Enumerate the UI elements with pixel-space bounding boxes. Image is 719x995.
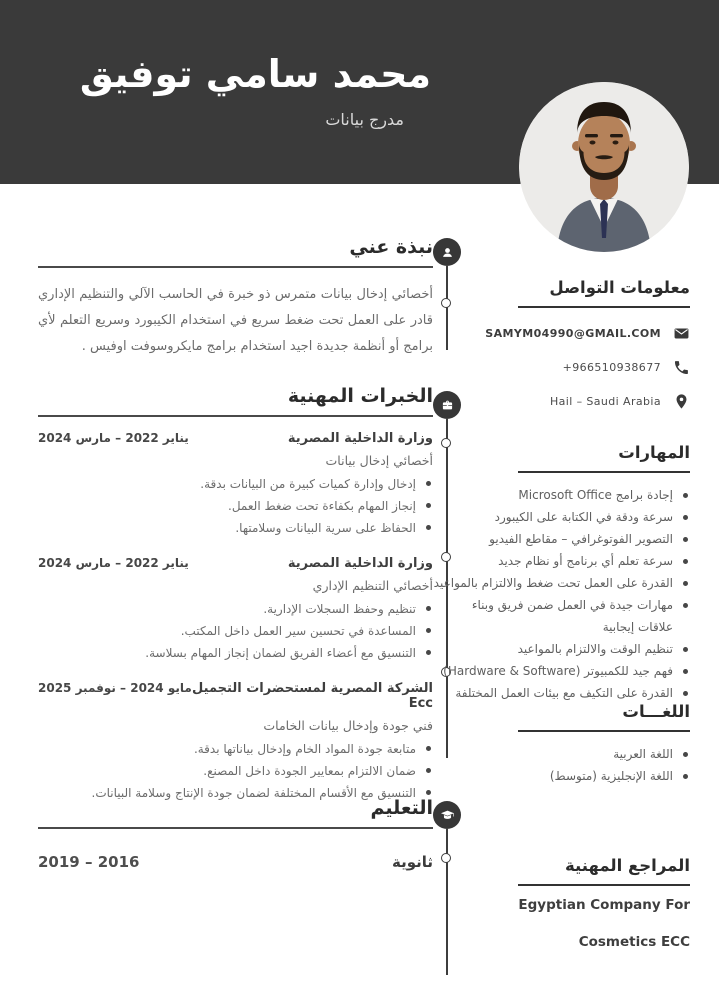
location-icon: [673, 393, 690, 410]
section-title-skills: المهارات: [618, 443, 690, 462]
job-bullet: الحفاظ على سرية البيانات وسلامتها.: [38, 517, 433, 539]
timeline-line-about: [446, 266, 448, 350]
job-bullet: التنسيق مع الأقسام المختلفة لضمان جودة الإنتاج وسلامة البيانات.: [38, 782, 433, 804]
job-company: الشركة المصرية لمستحضرات التجميل Ecc: [192, 680, 433, 711]
skill-item: القدرة على العمل تحت ضغط والالتزام بالمواعيد: [450, 572, 690, 594]
job-bullet: إدخال وإدارة كميات كبيرة من البيانات بدقة.: [38, 473, 433, 495]
section-title-references: المراجع المهنية: [564, 856, 690, 875]
job-role: فني جودة وإدخال بيانات الخامات: [263, 717, 433, 733]
section-title-education: التعليم: [370, 797, 433, 819]
section-languages: [450, 702, 690, 787]
section-title-about: نبذة عني: [349, 236, 433, 258]
language-item: اللغة العربية: [450, 743, 690, 765]
section-divider: [518, 306, 690, 308]
job-bullet: المساعدة في تحسين سير العمل داخل المكتب.: [38, 620, 433, 642]
reference-company-line2: Cosmetics ECC: [578, 934, 690, 950]
contact-phone: +966510938677: [562, 361, 661, 374]
job-entry: [38, 431, 433, 539]
section-divider: [38, 266, 433, 268]
section-skills: [433, 443, 690, 704]
skill-item: سرعة تعلم أي برنامج أو نظام جديد: [450, 550, 690, 572]
languages-list: [450, 743, 690, 787]
skill-item: فهم جيد للكمبيوتر (Hardware & Software): [450, 660, 690, 682]
job-date: يناير 2022 – مارس 2024: [38, 430, 189, 445]
skill-item: التصوير الفوتوغرافي – مقاطع الفيديو: [450, 528, 690, 550]
section-title-contact: معلومات التواصل: [549, 278, 690, 297]
section-title-experience: الخبرات المهنية: [287, 385, 433, 407]
job-company: وزارة الداخلية المصرية: [287, 555, 433, 571]
section-divider: [518, 471, 690, 473]
person-job-title: مدرج بيانات: [325, 110, 404, 129]
section-contact: [450, 278, 690, 410]
job-entry: [38, 681, 433, 804]
person-name: محمد سامي توفيق: [79, 52, 431, 96]
job-date: مايو 2024 – نوفمبر 2025: [38, 680, 192, 695]
section-divider: [38, 415, 433, 417]
profile-photo: [519, 82, 689, 252]
job-bullet: التنسيق مع أعضاء الفريق لضمان إنجاز المهام بسلاسة.: [38, 642, 433, 664]
contact-phone-row: [450, 359, 690, 376]
job-company: وزارة الداخلية المصرية: [287, 430, 433, 446]
email-icon: [673, 325, 690, 342]
graduation-cap-icon: [433, 801, 461, 829]
job-date: يناير 2022 – مارس 2024: [38, 555, 189, 570]
skill-item: القدرة على التكيف مع بيئات العمل المختلفة: [450, 682, 690, 704]
section-title-languages: اللغـــات: [622, 702, 690, 721]
timeline-line-education: [446, 829, 448, 975]
section-education: [38, 797, 433, 871]
section-references: [450, 856, 690, 948]
section-divider: [38, 827, 433, 829]
job-bullet: إنجاز المهام بكفاءة تحت ضغط العمل.: [38, 495, 433, 517]
job-bullet-list: [38, 473, 433, 539]
contact-email-row: [450, 325, 690, 342]
section-divider: [518, 884, 690, 886]
language-item: اللغة الإنجليزية (متوسط): [450, 765, 690, 787]
skill-item: إجادة برامج Microsoft Office: [450, 484, 690, 506]
contact-location: Hail – Saudi Arabia: [549, 395, 661, 408]
about-text: أخصائي إدخال بيانات متمرس ذو خبرة في الحاسب الآلي والتنظيم الإداري قادر على العمل تحت ضغط سريع في استخدام الكيبورد وسريع التعلم لأي برامج أو أنظمة جديدة اجيد استخدام برامج مايكروسوفت اوفيس .: [38, 286, 433, 354]
phone-icon: [673, 359, 690, 376]
job-entry: [38, 556, 433, 664]
job-role: أخصائي إدخال بيانات: [325, 452, 433, 468]
section-about: [38, 236, 433, 360]
reference-company-line1: Egyptian Company For: [518, 897, 690, 913]
section-divider: [518, 730, 690, 732]
contact-email: SAMYM04990@GMAIL.COM: [485, 327, 661, 340]
skill-item: سرعة ودقة في الكتابة على الكيبورد: [450, 506, 690, 528]
job-bullet: تنظيم وحفظ السجلات الإدارية.: [38, 598, 433, 620]
education-entry: [38, 853, 433, 871]
section-experience: [38, 385, 433, 821]
education-degree: ثانوية: [391, 852, 433, 871]
education-date: 2016 – 2019: [38, 852, 140, 871]
contact-location-row: [450, 393, 690, 410]
skill-item: تنظيم الوقت والالتزام بالمواعيد: [450, 638, 690, 660]
job-bullet: ضمان الالتزام بمعايير الجودة داخل المصنع.: [38, 760, 433, 782]
job-role: أخصائي التنظيم الإداري: [312, 577, 433, 593]
person-icon: [433, 238, 461, 266]
profile-photo-illustration: [519, 82, 689, 252]
skill-item: مهارات جيدة في العمل ضمن فريق وبناء علاقات إيجابية: [450, 594, 690, 638]
skills-list: [433, 484, 690, 704]
job-bullet-list: [38, 738, 433, 804]
job-bullet: متابعة جودة المواد الخام وإدخال بياناتها بدقة.: [38, 738, 433, 760]
job-bullet-list: [38, 598, 433, 664]
